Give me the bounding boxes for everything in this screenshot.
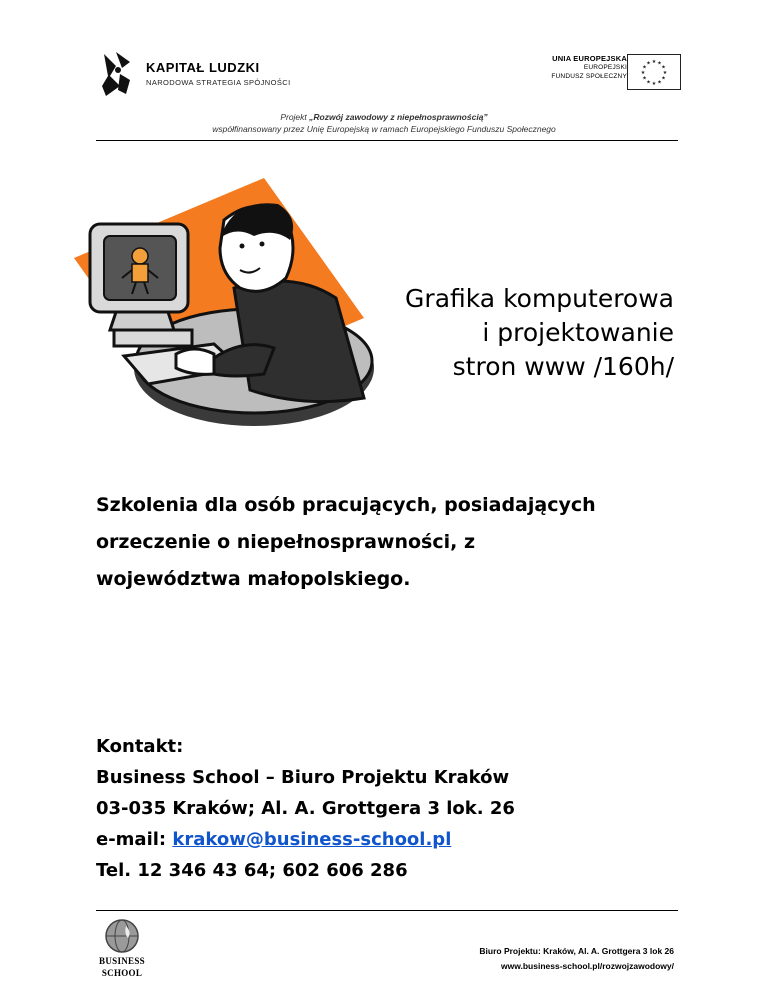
contact-address: 03-035 Kraków; Al. A. Grottgera 3 lok. 26	[96, 798, 515, 819]
contact-phone: Tel. 12 346 43 64; 602 606 286	[96, 860, 408, 881]
person-at-computer-icon	[64, 178, 394, 438]
kapital-ludzki-emblem-icon	[96, 46, 136, 102]
eu-line-1: UNIA EUROPEJSKA	[552, 54, 627, 63]
eu-line-2: EUROPEJSKI	[583, 64, 627, 71]
email-link[interactable]: krakow@business-school.pl	[172, 829, 452, 850]
contact-section	[96, 731, 696, 886]
eu-flag-icon	[627, 54, 681, 90]
eu-star-icon: ★	[642, 64, 647, 71]
course-title-line: Grafika komputerowa	[405, 284, 674, 313]
course-title-line: i projektowanie	[482, 318, 674, 347]
footer-divider	[96, 910, 678, 911]
eu-star-icon: ★	[661, 75, 666, 82]
project-line	[0, 112, 768, 122]
eu-star-icon: ★	[646, 60, 651, 67]
eu-star-icon: ★	[651, 81, 657, 87]
eu-star-icon: ★	[642, 75, 647, 82]
business-school-name-line-1: BUSINESS	[99, 956, 145, 966]
footer-address	[479, 944, 674, 974]
description-line: Szkolenia dla osób pracujących, posiadających	[96, 494, 596, 516]
business-school-name-line-2: SCHOOL	[101, 968, 143, 978]
eu-text	[551, 54, 627, 81]
course-description	[96, 487, 676, 598]
project-name: „Rozwój zawodowy z niepełnosprawnością”	[309, 112, 488, 122]
contact-email-line	[96, 824, 696, 855]
description-line: województwa małopolskiego.	[96, 568, 411, 590]
contact-organization: Business School – Biuro Projektu Kraków	[96, 767, 510, 788]
footer-address-line: Biuro Projektu: Kraków, Al. A. Grottgera 3 lok 26	[479, 946, 674, 956]
eu-star-icon: ★	[657, 79, 662, 86]
eu-star-icon: ★	[661, 64, 666, 71]
contact-heading: Kontakt:	[96, 736, 184, 757]
kapital-ludzki-subtitle: NARODOWA STRATEGIA SPÓJNOŚCI	[146, 78, 291, 87]
email-label: e-mail:	[96, 829, 173, 850]
eu-line-3: FUNDUSZ SPOŁECZNY	[551, 73, 627, 80]
course-title-line: stron www /160h/	[452, 352, 674, 381]
project-prefix: Projekt	[280, 112, 310, 122]
business-school-logo	[94, 918, 150, 984]
header-divider	[96, 140, 678, 141]
eu-star-icon: ★	[651, 59, 657, 65]
eu-logo	[533, 54, 681, 88]
eu-star-icon: ★	[657, 60, 662, 67]
description-line: orzeczenie o niepełnosprawności, z	[96, 531, 476, 553]
globe-icon	[104, 918, 140, 954]
eu-star-icon: ★	[662, 70, 668, 76]
footer-website: www.business-school.pl/rozwojzawodowy/	[500, 961, 674, 971]
kapital-ludzki-title: KAPITAŁ LUDZKI	[146, 60, 260, 75]
kapital-ludzki-logo	[96, 46, 296, 102]
eu-star-icon: ★	[646, 79, 651, 86]
cofinancing-line: współfinansowany przez Unię Europejską w ramach Europejskiego Funduszu Społecznego	[212, 124, 556, 134]
course-title	[405, 282, 674, 384]
eu-star-icon: ★	[640, 70, 646, 76]
